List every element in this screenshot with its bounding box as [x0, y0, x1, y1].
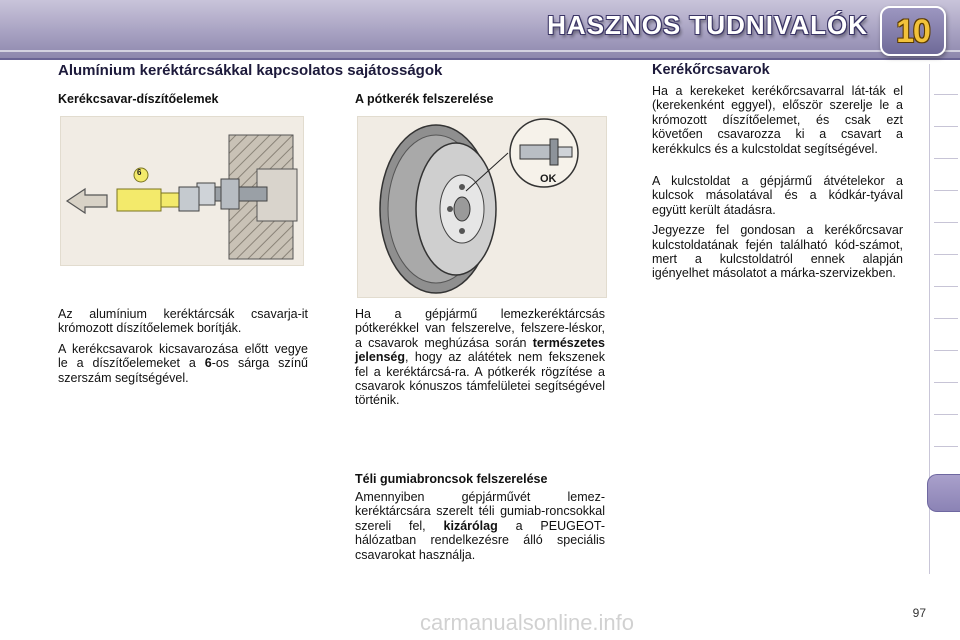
chapter-tab-active[interactable] — [927, 474, 960, 512]
figure-callout-6: 6 — [137, 168, 142, 177]
col3-paragraph-3: Jegyezze fel gondosan a kerékőrcsavar kulcstoldatának fején található kód-számot, mert a kulcstoldatról ennek alapján igényelhet másolatot a márka-szervizekben. — [652, 223, 903, 281]
section-title: Alumínium keréktárcsákkal kapcsolatos sajátosságok — [58, 62, 443, 79]
tab-divider — [934, 254, 958, 255]
watermark-text: carmanualsonline.info — [420, 610, 635, 635]
tab-divider — [934, 222, 958, 223]
subhead-winter-tyres: Téli gumiabroncsok felszerelése — [355, 472, 548, 486]
tab-divider — [934, 126, 958, 127]
chapter-title: HASZNOS TUDNIVALÓK — [547, 10, 868, 40]
chapter-badge — [880, 6, 946, 56]
col3-paragraph-2: A kulcstoldat a gépjármű átvételekor a kulcsok másolatával és a kódkár-tyával együtt került átadásra. — [652, 174, 903, 217]
tab-divider — [934, 286, 958, 287]
anti-theft-bolts-title: Kerékőrcsavarok — [652, 62, 770, 78]
tab-divider — [934, 382, 958, 383]
chapter-number: 10 — [896, 12, 930, 49]
tab-divider — [934, 158, 958, 159]
tab-divider — [934, 414, 958, 415]
bolt-cover-illustration — [61, 117, 303, 265]
figure-ok-label: OK — [540, 173, 557, 185]
subhead-wheel-bolt-covers: Kerékcsavar-díszítőelemek — [58, 92, 219, 106]
tab-divider — [934, 94, 958, 95]
subhead-spare-wheel: A pótkerék felszerelése — [355, 92, 494, 106]
tab-divider — [934, 190, 958, 191]
figure-spare-wheel — [357, 116, 607, 298]
figure-bolt-cover-removal — [60, 116, 304, 266]
col3-body — [652, 84, 903, 287]
col2-body-2 — [355, 490, 605, 568]
page-number: 97 — [912, 606, 926, 620]
tab-divider — [934, 446, 958, 447]
col1-paragraph-1: Az alumínium keréktárcsák csavarja-it krómozott díszítőelemek borítják. — [58, 307, 308, 336]
tab-divider — [934, 318, 958, 319]
col1-paragraph-2: A kerékcsavarok kicsavarozása előtt vegye le a díszítőelemeket a 6-os sárga színű szerszám segítségével. — [58, 341, 308, 385]
spare-wheel-illustration — [358, 117, 606, 297]
col2-paragraph-2: Amennyiben gépjárművét lemez-keréktárcsára szerelt téli gumiab-roncsokkal szereli fel, kizárólag a PEUGEOT-hálózatban rendelkezésre álló speciális csavarokat használja. — [355, 490, 605, 562]
col2-paragraph-1: Ha a gépjármű lemezkeréktárcsás pótkerékkel van felszerelve, felszere-léskor, a csavarok meghúzása során természetes jelenség, hogy az alátétek nem fekszenek fel a keréktárcsá-ra. A pótkerék rögzítése a csavarok kónuszos támfelületei segítségével történik. — [355, 307, 605, 408]
col2-body — [355, 307, 605, 414]
tab-divider — [934, 350, 958, 351]
col1-body — [58, 307, 308, 391]
col3-paragraph-1: Ha a kerekeket kerékőrcsavarral lát-ták el (kerekenként eggyel), először szerelje le a krómozott díszítőelemet, és csak ezt követően csavarozza ki a csavart a kerékkulcs és a kulcstoldat segítségével. — [652, 84, 903, 156]
